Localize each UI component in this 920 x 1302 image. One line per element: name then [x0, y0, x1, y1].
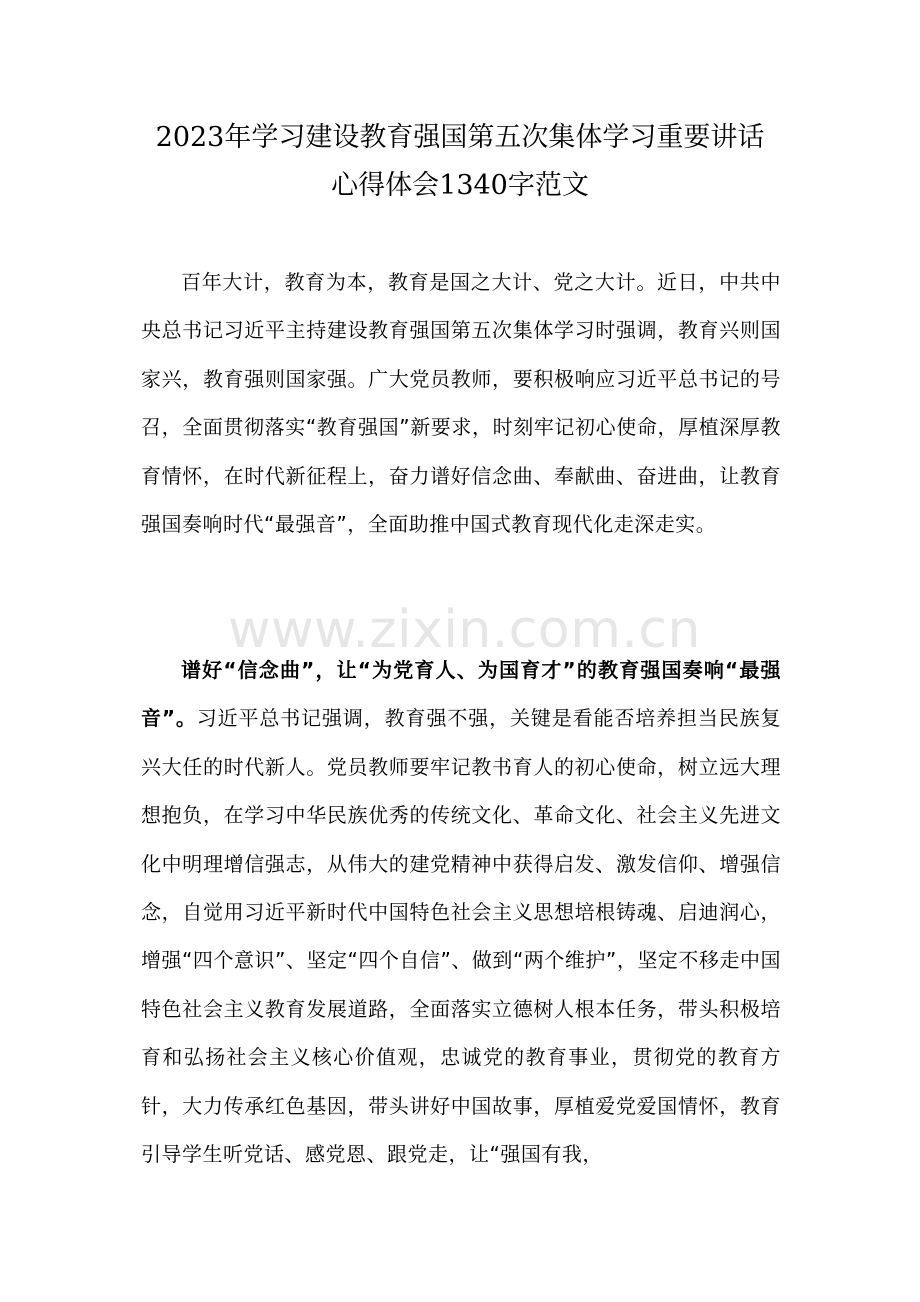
- paragraph-1: 百年大计，教育为本，教育是国之大计、党之大计。近日，中共中央总书记习近平主持建设教育强国第五次集体学习时强调，教育兴则国家兴，教育强则国家强。广大党员教师，要积极响应习近平总书记的号召，全面贯彻落实“教育强国”新要求，时刻牢记初心使命，厚植深厚教育情怀，在时代新征程上，奋力谱好信念曲、奉献曲、奋进曲，让教育强国奏响时代“最强音”，全面助推中国式教育现代化走深走实。: [141, 270, 781, 537]
- document-title-line2: 心得体会1340字范文: [331, 170, 589, 201]
- paragraph-2: [141, 646, 781, 1178]
- paragraph-2-heading: 谱好“信念曲”，让“为党育人、为国育才”的教育强国奏响“最强音”。: [141, 658, 781, 731]
- paragraph-2-body: 习近平总书记强调，教育强不强，关键是看能否培养担当民族复兴大任的时代新人。党员教师要牢记教书育人的初心使命，树立远大理想抱负，在学习中华民族优秀的传统文化、革命文化、社会主义先进文化中明理增信强志，从伟大的建党精神中获得启发、激发信仰、增强信念，自觉用习近平新时代中国特色社会主义思想培根铸魂、启迪润心，增强“四个意识”、坚定“四个自信”、做到“两个维护”，坚定不移走中国特色社会主义教育发展道路，全面落实立德树人根本任务，带头积极培育和弘扬社会主义核心价值观，忠诚党的教育事业，贯彻党的教育方针，大力传承红色基因，带头讲好中国故事，厚植爱党爱国情怀，教育引导学生听党话、感党恩、跟党走，让“强国有我，: [141, 706, 781, 1167]
- watermark: www.zixin.com.cn: [228, 600, 701, 660]
- document-title-line1: 2023年学习建设教育强国第五次集体学习重要讲话: [155, 122, 765, 153]
